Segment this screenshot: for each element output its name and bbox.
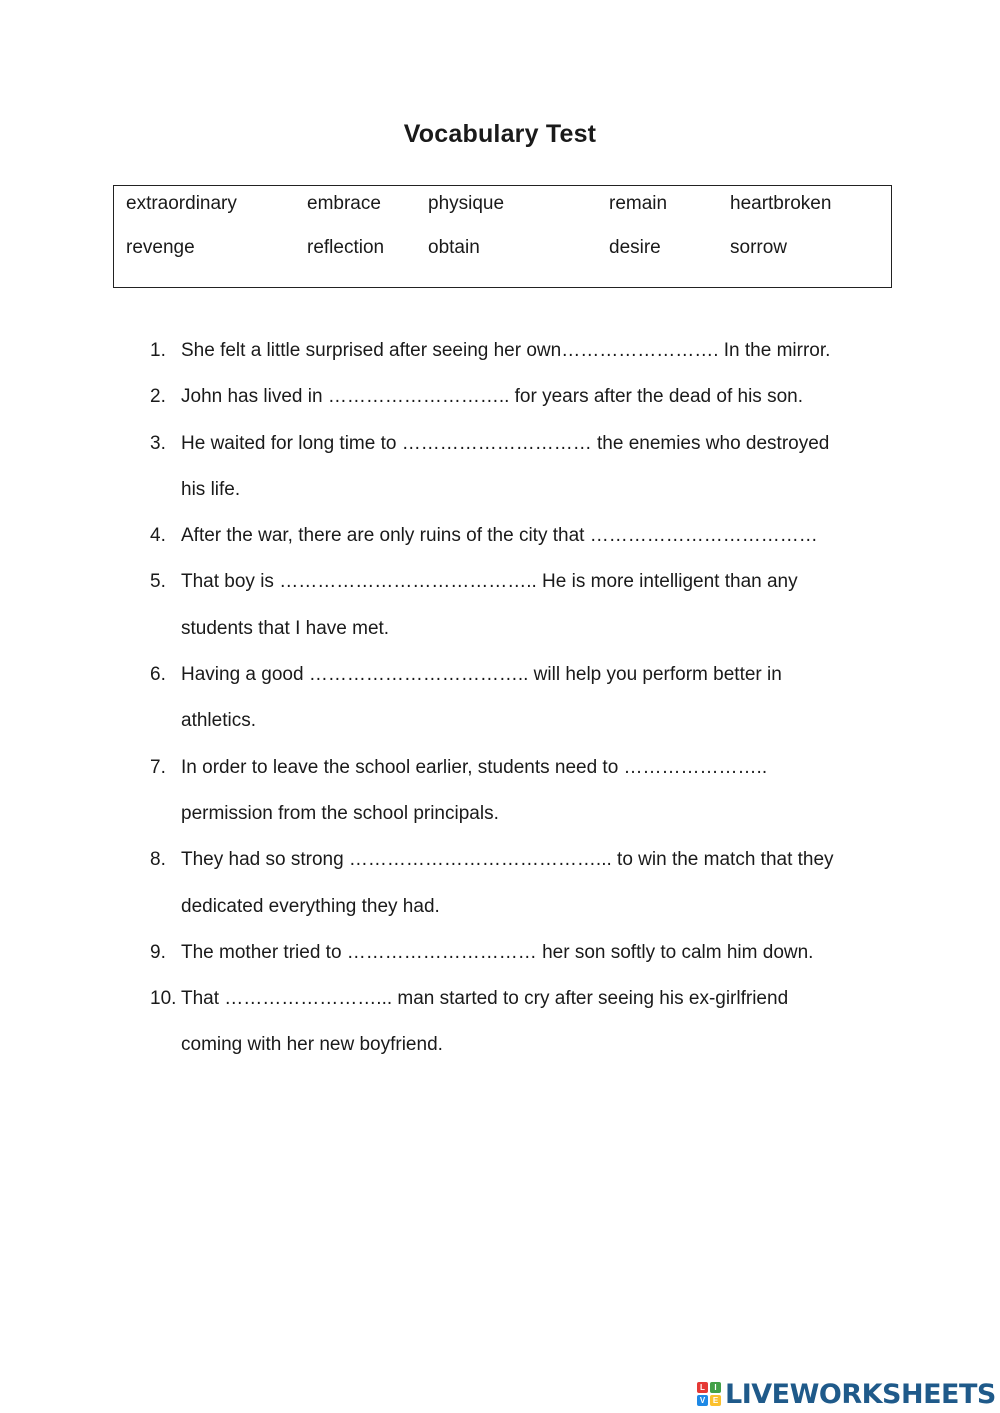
question-text: athletics. [181,710,256,732]
question-number: 10. [150,988,177,1010]
question-item [150,421,910,514]
brand-name: LIVEWORKSHEETS [725,1378,996,1410]
liveworksheets-logo [697,1377,996,1411]
question-text: coming with her new boyfriend. [181,1034,443,1056]
word-bank-item: physique [428,193,505,214]
question-text: She felt a little surprised after seeing her own……………………. In the mirror. [181,340,831,361]
question-text: The mother tried to ………………………… her son softly to calm him down. [181,941,814,963]
liveworksheets-mark-icon [697,1382,721,1406]
question-number: 2. [150,386,166,408]
question-number: 9. [150,941,166,963]
question-text: After the war, there are only ruins of the city that ……………………………… [181,525,818,547]
word-bank-item: embrace [307,193,381,214]
word-bank [113,185,892,288]
question-text: students that I have met. [181,617,390,639]
word-bank-item: extraordinary [126,193,237,214]
question-item [150,374,910,420]
question-item [150,837,910,930]
question-text: John has lived in ……………………….. for years after the dead of his son. [181,386,803,408]
question-item [150,513,910,559]
question-text: In order to leave the school earlier, students need to ………………….. [181,756,768,778]
word-bank-item: sorrow [730,237,788,258]
question-item [150,559,910,652]
brand-mark-letter: V [697,1395,708,1406]
brand-mark-letter: L [697,1382,708,1393]
question-text: Having a good …………………………….. will help you perform better in [181,664,782,686]
question-text: They had so strong …………………………………... to win the match that they [181,849,834,871]
word-bank-item: desire [609,237,661,258]
question-number: 7. [150,756,166,778]
question-number: 4. [150,525,166,547]
brand-mark-letter: I [710,1382,721,1393]
word-bank-item: revenge [126,237,195,258]
question-number: 1. [150,340,166,361]
word-bank-item: remain [609,193,668,214]
word-bank-item: obtain [428,237,480,258]
word-bank-item: reflection [307,237,385,258]
page-title: Vocabulary Test [403,120,597,148]
question-number: 5. [150,571,166,593]
question-text: permission from the school principals. [181,802,499,824]
question-item [150,976,910,1069]
question-text: dedicated everything they had. [181,895,440,917]
question-text: He waited for long time to ………………………… the enemies who destroyed [181,432,830,454]
question-text: That boy is ………………………………….. He is more intelligent than any [181,571,798,593]
word-bank-item: heartbroken [730,193,832,214]
question-list [150,328,910,1069]
question-text: his life. [181,478,241,500]
question-item [150,652,910,745]
question-item [150,745,910,838]
brand-mark-letter: E [710,1395,721,1406]
question-number: 6. [150,664,166,686]
question-text: That ……………………... man started to cry after seeing his ex-girlfriend [181,988,789,1010]
question-item [150,328,910,374]
question-item [150,930,910,976]
question-number: 3. [150,432,166,454]
question-number: 8. [150,849,166,871]
